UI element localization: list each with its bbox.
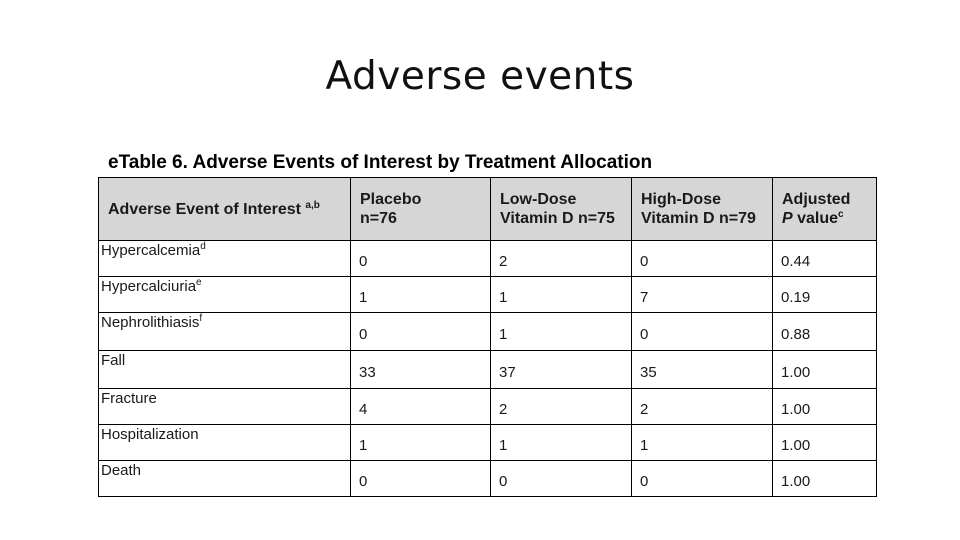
row-high-dose-cell: 0 [632,313,773,351]
row-p-value-cell: 1.00 [773,389,877,425]
row-event-label: Hypercalciuria [101,278,197,295]
header-p-value-footnote-mark: c [838,209,844,220]
row-p-value-cell: 0.19 [773,277,877,313]
row-low-dose-cell: 1 [491,313,632,351]
header-p-value-line1: Adjusted [782,191,851,208]
row-low-dose-cell: 2 [491,389,632,425]
row-event-cell [99,425,351,461]
row-event-cell [99,461,351,497]
header-high-dose [632,178,773,241]
row-event-label: Death [101,462,142,479]
row-p-value-cell: 0.88 [773,313,877,351]
table-header-row [99,178,877,241]
row-high-dose-cell: 2 [632,389,773,425]
table-row [99,241,877,277]
table-row [99,351,877,389]
adverse-events-table-image [98,152,878,490]
row-low-dose-cell: 1 [491,425,632,461]
row-p-value-cell: 1.00 [773,425,877,461]
row-p-value-cell: 0.44 [773,241,877,277]
row-placebo-cell: 0 [351,313,491,351]
header-event-label: Adverse Event of Interest [108,200,301,218]
header-high-dose-line2: Vitamin D n=79 [641,210,756,227]
row-event-label: Hospitalization [101,426,199,443]
table-row [99,313,877,351]
row-event-label: Nephrolithiasis [101,314,200,331]
table-row [99,389,877,425]
table-row [99,461,877,497]
header-low-dose-line2: Vitamin D n=75 [500,210,615,227]
slide-title: Adverse events [325,54,635,99]
header-p-value-line2: value [792,210,839,227]
header-low-dose [491,178,632,241]
row-low-dose-cell: 1 [491,277,632,313]
row-placebo-cell: 0 [351,461,491,497]
row-p-value-cell: 1.00 [773,351,877,389]
row-low-dose-cell: 37 [491,351,632,389]
header-p-value [773,178,877,241]
header-low-dose-line1: Low-Dose [500,191,577,208]
row-p-value-cell: 1.00 [773,461,877,497]
row-footnote-mark: e [196,277,202,288]
row-low-dose-cell: 0 [491,461,632,497]
table-caption: eTable 6. Adverse Events of Interest by Treatment Allocation [108,152,653,173]
row-event-label: Hypercalcemia [101,242,201,259]
row-placebo-cell: 4 [351,389,491,425]
row-high-dose-cell: 0 [632,461,773,497]
header-event-footnote-mark: a,b [305,199,320,211]
row-event-cell [99,351,351,389]
header-placebo [351,178,491,241]
adverse-events-table [98,177,877,497]
row-placebo-cell: 0 [351,241,491,277]
table-row [99,277,877,313]
row-high-dose-cell: 7 [632,277,773,313]
row-placebo-cell: 1 [351,277,491,313]
row-placebo-cell: 1 [351,425,491,461]
header-p-value-italic-p: P [782,210,793,227]
row-event-cell [99,241,351,277]
row-low-dose-cell: 2 [491,241,632,277]
row-high-dose-cell: 35 [632,351,773,389]
row-event-label: Fracture [101,390,157,407]
row-event-cell [99,313,351,351]
header-placebo-line1: Placebo [360,191,422,208]
row-event-cell [99,389,351,425]
row-event-label: Fall [101,352,126,369]
row-high-dose-cell: 0 [632,241,773,277]
row-footnote-mark: f [199,313,203,324]
row-high-dose-cell: 1 [632,425,773,461]
header-placebo-line2: n=76 [360,210,397,227]
header-high-dose-line1: High-Dose [641,191,721,208]
header-event [99,178,351,241]
row-placebo-cell: 33 [351,351,491,389]
row-footnote-mark: d [200,241,206,252]
table-row [99,425,877,461]
row-event-cell [99,277,351,313]
